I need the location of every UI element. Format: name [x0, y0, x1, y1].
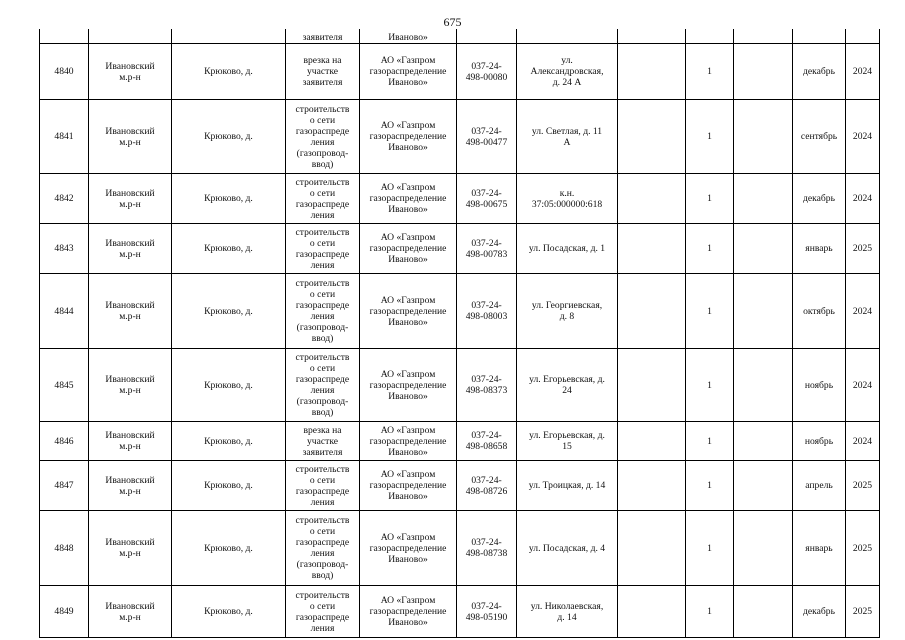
cell-blank-2 — [734, 349, 793, 422]
cell-work-type: строительств о сети газораспреде ления (газопровод- ввод) — [286, 511, 360, 586]
cell-year: 2024 — [846, 174, 880, 224]
cell-work-type: строительств о сети газораспреде ления — [286, 174, 360, 224]
cell-district: Ивановский м.р-н — [89, 274, 172, 349]
cell-organization: АО «Газпром газораспределение Иваново» — [360, 44, 457, 100]
table-row — [40, 422, 880, 461]
cell-district: Ивановский м.р-н — [89, 174, 172, 224]
cell-blank-1 — [618, 44, 686, 100]
cell-blank-2 — [734, 461, 793, 511]
cell-district: Ивановский м.р-н — [89, 224, 172, 274]
cell-district: Ивановский м.р-н — [89, 349, 172, 422]
page-number: 675 — [443, 15, 462, 29]
cell-locality: Крюково, д. — [172, 461, 286, 511]
cell-num: 4843 — [40, 224, 89, 274]
cell-address: ул. Николаевская, д. 14 — [517, 586, 618, 638]
cell-year: 2024 — [846, 422, 880, 461]
cell-quantity: 1 — [686, 511, 734, 586]
cell-blank-2 — [734, 100, 793, 174]
cell-work-type: строительств о сети газораспреде ления — [286, 586, 360, 638]
table-row — [40, 349, 880, 422]
table-row — [40, 461, 880, 511]
cell-blank-1 — [618, 274, 686, 349]
cell-blank-1 — [618, 349, 686, 422]
table-row — [40, 44, 880, 100]
cell-quantity: 1 — [686, 586, 734, 638]
cell-quantity: 1 — [686, 274, 734, 349]
cell-quantity: 1 — [686, 174, 734, 224]
cell-blank-1 — [618, 461, 686, 511]
cell-month: ноябрь — [793, 349, 846, 422]
cell-address: ул. Посадская, д. 1 — [517, 224, 618, 274]
cell-address: ул. Светлая, д. 11 А — [517, 100, 618, 174]
cell-request-id: 037-24- 498-00675 — [457, 174, 517, 224]
cell-year: 2025 — [846, 461, 880, 511]
cell-blank-2 — [734, 224, 793, 274]
cell-organization: Иваново» — [360, 29, 457, 44]
cell-address: ул. Посадская, д. 4 — [517, 511, 618, 586]
cell-request-id: 037-24- 498-08738 — [457, 511, 517, 586]
cell-organization: АО «Газпром газораспределение Иваново» — [360, 224, 457, 274]
cell-request-id: 037-24- 498-05190 — [457, 586, 517, 638]
cell-year: 2024 — [846, 349, 880, 422]
cell-work-type: врезка на участке заявителя — [286, 422, 360, 461]
cell-district: Ивановский м.р-н — [89, 586, 172, 638]
cell-quantity: 1 — [686, 100, 734, 174]
cell-organization: АО «Газпром газораспределение Иваново» — [360, 461, 457, 511]
cell-month: январь — [793, 224, 846, 274]
cell-work-type: заявителя — [286, 29, 360, 44]
table-row — [40, 174, 880, 224]
cell-year: 2025 — [846, 586, 880, 638]
cell-quantity: 1 — [686, 44, 734, 100]
table-row — [40, 224, 880, 274]
cell-year: 2025 — [846, 224, 880, 274]
cell-blank-2 — [734, 174, 793, 224]
cell-address: ул. Александровская, д. 24 А — [517, 44, 618, 100]
cell-work-type: строительств о сети газораспреде ления (газопровод- ввод) — [286, 274, 360, 349]
cell-quantity: 1 — [686, 349, 734, 422]
cell-locality: Крюково, д. — [172, 100, 286, 174]
table-row — [40, 586, 880, 638]
cell-num: 4841 — [40, 100, 89, 174]
cell-work-type: строительств о сети газораспреде ления — [286, 224, 360, 274]
cell-month: декабрь — [793, 586, 846, 638]
cell-district: Ивановский м.р-н — [89, 100, 172, 174]
cell-num: 4844 — [40, 274, 89, 349]
cell-month: октябрь — [793, 274, 846, 349]
cell-month: ноябрь — [793, 422, 846, 461]
cell-request-id: 037-24- 498-00783 — [457, 224, 517, 274]
cell-num — [40, 29, 89, 44]
cell-request-id: 037-24- 498-00080 — [457, 44, 517, 100]
cell-blank-1 — [618, 586, 686, 638]
cell-month: сентябрь — [793, 100, 846, 174]
cell-blank-1 — [618, 422, 686, 461]
cell-blank-2 — [734, 586, 793, 638]
cell-quantity — [686, 29, 734, 44]
cell-work-type: строительств о сети газораспреде ления (газопровод- ввод) — [286, 100, 360, 174]
cell-work-type: строительств о сети газораспреде ления (газопровод- ввод) — [286, 349, 360, 422]
cell-organization: АО «Газпром газораспределение Иваново» — [360, 511, 457, 586]
gas-connection-table — [39, 29, 880, 638]
cell-month — [793, 29, 846, 44]
cell-month: декабрь — [793, 174, 846, 224]
cell-year — [846, 29, 880, 44]
cell-blank-2 — [734, 44, 793, 100]
cell-num: 4849 — [40, 586, 89, 638]
cell-num: 4848 — [40, 511, 89, 586]
cell-month: декабрь — [793, 44, 846, 100]
cell-blank-2 — [734, 29, 793, 44]
cell-num: 4847 — [40, 461, 89, 511]
cell-blank-1 — [618, 174, 686, 224]
cell-organization: АО «Газпром газораспределение Иваново» — [360, 586, 457, 638]
cell-year: 2025 — [846, 511, 880, 586]
table-row — [40, 511, 880, 586]
cell-organization: АО «Газпром газораспределение Иваново» — [360, 422, 457, 461]
cell-blank-2 — [734, 422, 793, 461]
cell-month: январь — [793, 511, 846, 586]
cell-quantity: 1 — [686, 461, 734, 511]
cell-year: 2024 — [846, 44, 880, 100]
cell-request-id — [457, 29, 517, 44]
cell-blank-1 — [618, 511, 686, 586]
cell-organization: АО «Газпром газораспределение Иваново» — [360, 349, 457, 422]
cell-locality: Крюково, д. — [172, 174, 286, 224]
cell-organization: АО «Газпром газораспределение Иваново» — [360, 174, 457, 224]
table-row — [40, 100, 880, 174]
cell-blank-2 — [734, 274, 793, 349]
cell-locality: Крюково, д. — [172, 44, 286, 100]
cell-blank-1 — [618, 224, 686, 274]
cell-quantity: 1 — [686, 422, 734, 461]
cell-quantity: 1 — [686, 224, 734, 274]
cell-locality — [172, 29, 286, 44]
cell-address: ул. Егорьевская, д. 15 — [517, 422, 618, 461]
table-row — [40, 274, 880, 349]
cell-request-id: 037-24- 498-00477 — [457, 100, 517, 174]
cell-request-id: 037-24- 498-08726 — [457, 461, 517, 511]
cell-organization: АО «Газпром газораспределение Иваново» — [360, 100, 457, 174]
cell-num: 4840 — [40, 44, 89, 100]
cell-locality: Крюково, д. — [172, 349, 286, 422]
cell-request-id: 037-24- 498-08373 — [457, 349, 517, 422]
cell-locality: Крюково, д. — [172, 224, 286, 274]
cell-address: ул. Георгиевская, д. 8 — [517, 274, 618, 349]
cell-address: к.н. 37:05:000000:618 — [517, 174, 618, 224]
cell-address: ул. Троицкая, д. 14 — [517, 461, 618, 511]
cell-locality: Крюково, д. — [172, 274, 286, 349]
cell-work-type: строительств о сети газораспреде ления — [286, 461, 360, 511]
table-row-continued — [40, 29, 880, 44]
cell-num: 4845 — [40, 349, 89, 422]
cell-locality: Крюково, д. — [172, 586, 286, 638]
cell-locality: Крюково, д. — [172, 422, 286, 461]
cell-request-id: 037-24- 498-08658 — [457, 422, 517, 461]
cell-district — [89, 29, 172, 44]
cell-num: 4842 — [40, 174, 89, 224]
cell-blank-1 — [618, 100, 686, 174]
cell-address: ул. Егорьевская, д. 24 — [517, 349, 618, 422]
cell-work-type: врезка на участке заявителя — [286, 44, 360, 100]
cell-year: 2024 — [846, 100, 880, 174]
cell-district: Ивановский м.р-н — [89, 461, 172, 511]
cell-address — [517, 29, 618, 44]
cell-locality: Крюково, д. — [172, 511, 286, 586]
cell-organization: АО «Газпром газораспределение Иваново» — [360, 274, 457, 349]
cell-year: 2024 — [846, 274, 880, 349]
cell-month: апрель — [793, 461, 846, 511]
cell-num: 4846 — [40, 422, 89, 461]
cell-request-id: 037-24- 498-08003 — [457, 274, 517, 349]
cell-district: Ивановский м.р-н — [89, 511, 172, 586]
cell-blank-2 — [734, 511, 793, 586]
cell-district: Ивановский м.р-н — [89, 44, 172, 100]
cell-blank-1 — [618, 29, 686, 44]
cell-district: Ивановский м.р-н — [89, 422, 172, 461]
